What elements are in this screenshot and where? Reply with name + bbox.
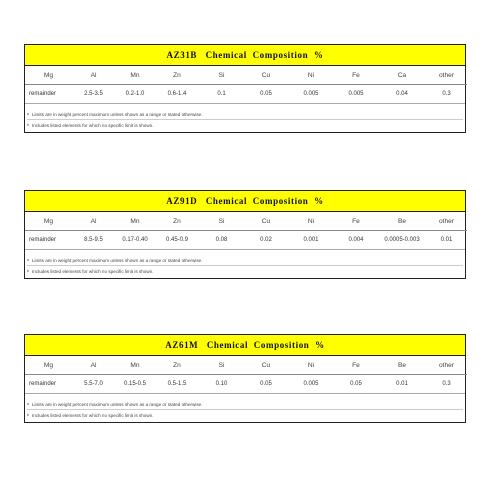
- footnote: [27, 255, 463, 265]
- header-cell: Ca: [378, 66, 426, 85]
- footnote-mark: a: [27, 112, 29, 116]
- header-cell: Mn: [115, 212, 155, 231]
- value-cell: 0.005: [303, 91, 319, 97]
- footnote-mark: a: [27, 402, 29, 406]
- header-cell: Ni: [288, 66, 334, 85]
- footnote-text: Limits are in weight percent maximum unless shown as a range or stated otherwise.: [31, 401, 203, 407]
- header-cell: Cu: [244, 66, 288, 85]
- header-cell: Al: [72, 66, 115, 85]
- value-cell: 0.3: [442, 91, 451, 97]
- value-cell: 0.05: [350, 381, 362, 387]
- value-cell: 0.2-1.0: [125, 91, 145, 97]
- header-cell: Si: [199, 212, 244, 231]
- value-cell: 0.15-0.5: [123, 381, 147, 387]
- value-cell: 0.005: [348, 91, 364, 97]
- footnote-text: Includes listed elements for which no specific limit is shown.: [31, 412, 154, 418]
- value-cell: 0.05: [260, 381, 272, 387]
- header-cell: Fe: [334, 212, 378, 231]
- value-cell: 0.45-0.9: [165, 237, 189, 243]
- header-cell: Fe: [334, 66, 378, 85]
- footnote-text: Limits are in weight percent maximum unless shown as a range or stated otherwise.: [31, 111, 203, 117]
- header-cell: Mn: [115, 356, 155, 375]
- value-cell: 0.0005-0.003: [384, 237, 420, 243]
- header-cell: Al: [72, 356, 115, 375]
- header-cell: Mg: [25, 212, 72, 231]
- value-row: [25, 231, 465, 250]
- footnotes: [25, 104, 465, 132]
- header-row: [25, 212, 465, 231]
- header-cell: Zn: [155, 212, 199, 231]
- header-cell: Cu: [244, 356, 288, 375]
- footnote: [27, 399, 463, 409]
- value-cell: 5.5-7.0: [84, 381, 103, 387]
- header-cell: Mg: [25, 66, 72, 85]
- value-cell: 0.001: [303, 237, 319, 243]
- header-cell: Fe: [334, 356, 378, 375]
- footnote-text: Includes listed elements for which no specific limit is shown.: [31, 268, 154, 274]
- header-cell: Si: [199, 66, 244, 85]
- header-cell: Mg: [25, 356, 72, 375]
- header-cell: Mn: [115, 66, 155, 85]
- composition-table-az91d: [24, 190, 466, 279]
- value-cell: 0.5-1.5: [167, 381, 187, 387]
- value-row: [25, 375, 465, 394]
- value-cell: remainder: [29, 91, 57, 97]
- header-cell: other: [426, 212, 467, 231]
- footnotes: [25, 394, 465, 422]
- composition-table-az31b: [24, 44, 466, 133]
- header-cell: Ni: [288, 356, 334, 375]
- header-cell: Cu: [244, 212, 288, 231]
- value-cell: 8.5-9.5: [84, 237, 103, 243]
- value-cell: 0.01: [396, 381, 408, 387]
- footnote-text: Limits are in weight percent maximum unless shown as a range or stated otherwise.: [31, 257, 203, 263]
- value-cell: remainder: [29, 237, 57, 243]
- value-cell: 0.10: [215, 381, 228, 387]
- value-cell: 0.01: [440, 237, 453, 243]
- value-cell: 0.17-0.40: [122, 237, 148, 243]
- table-title: AZ91D Chemical Composition %: [25, 191, 465, 212]
- value-cell: 0.08: [215, 237, 228, 243]
- value-cell: 0.004: [348, 237, 364, 243]
- value-cell: 0.05: [260, 91, 272, 97]
- header-cell: Be: [378, 212, 426, 231]
- footnote: [27, 409, 463, 420]
- value-cell: 2.5-3.5: [84, 91, 103, 97]
- value-cell: 0.02: [260, 237, 272, 243]
- value-cell: 0.3: [442, 381, 451, 387]
- header-cell: Zn: [155, 66, 199, 85]
- header-cell: Al: [72, 212, 115, 231]
- footnote-mark: b: [27, 123, 29, 127]
- footnote-mark: a: [27, 258, 29, 262]
- value-cell: 0.005: [303, 381, 319, 387]
- table-title: AZ61M Chemical Composition %: [25, 335, 465, 356]
- footnote-mark: b: [27, 269, 29, 273]
- value-cell: 0.6-1.4: [167, 91, 187, 97]
- footnote: [27, 109, 463, 119]
- header-cell: Si: [199, 356, 244, 375]
- header-cell: Zn: [155, 356, 199, 375]
- value-cell: 0.04: [396, 91, 408, 97]
- footnote-text: Includes listed elements for which no specific limit is shown.: [31, 122, 154, 128]
- footnote: [27, 119, 463, 130]
- value-cell: 0.1: [217, 91, 226, 97]
- composition-table-az61m: [24, 334, 466, 423]
- value-cell: remainder: [29, 381, 57, 387]
- header-row: [25, 66, 465, 85]
- footnote: [27, 265, 463, 276]
- header-row: [25, 356, 465, 375]
- footnotes: [25, 250, 465, 278]
- table-title: AZ31B Chemical Composition %: [25, 45, 465, 66]
- value-row: [25, 85, 465, 104]
- header-cell: other: [426, 66, 467, 85]
- header-cell: other: [426, 356, 467, 375]
- header-cell: Be: [378, 356, 426, 375]
- header-cell: Ni: [288, 212, 334, 231]
- footnote-mark: b: [27, 413, 29, 417]
